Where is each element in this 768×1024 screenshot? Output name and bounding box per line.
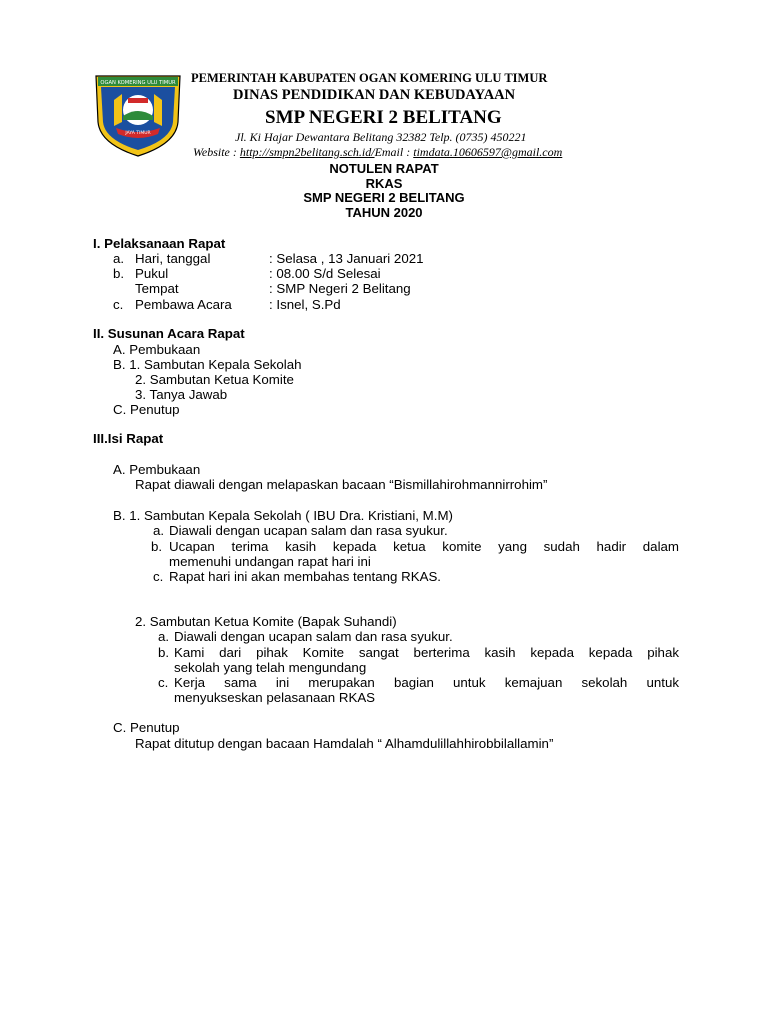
doc-title: NOTULEN RAPAT	[329, 161, 439, 176]
s3-b2-marker-b: b.	[158, 645, 170, 660]
s3-b1-text-c: Rapat hari ini akan membahas tentang RKAS.	[169, 569, 442, 584]
s1-value-mc: : Isnel, S.Pd	[269, 297, 341, 312]
website-label: Website :	[193, 145, 240, 159]
s3-b1-text-b: Ucapan terima kasih kepada ketua komite yang sudah hadir dalam	[169, 539, 679, 554]
s1-value-place: : SMP Negeri 2 Belitang	[269, 281, 411, 296]
s1-label-place: Tempat	[135, 281, 179, 296]
s3-b1-text-a: Diawali dengan ucapan salam dan rasa syukur.	[169, 523, 448, 538]
s1-label-mc: Pembawa Acara	[135, 297, 232, 312]
s1-marker-b: b.	[113, 266, 125, 281]
s1-marker-c: c.	[113, 297, 124, 312]
s3-b2-text-b: Kami dari pihak Komite sangat berterima kasih kepada kepada pihak	[174, 645, 679, 660]
s3-b1-title: B. 1. Sambutan Kepala Sekolah ( IBU Dra. Kristiani, M.M)	[113, 508, 453, 523]
section3-heading: III.Isi Rapat	[93, 431, 164, 446]
header-dept: DINAS PENDIDIKAN DAN KEBUDAYAAN	[233, 87, 516, 103]
s1-value-time: : 08.00 S/d Selesai	[269, 266, 381, 281]
s3-c-text: Rapat ditutup dengan bacaan Hamdalah “ Alhamdulillahhirobbilallamin”	[135, 736, 554, 751]
header-contact	[193, 145, 562, 160]
s2-item-b3: 3. Tanya Jawab	[135, 387, 228, 402]
section1-heading: I. Pelaksanaan Rapat	[93, 236, 226, 251]
header-address: Jl. Ki Hajar Dewantara Belitang 32382 Telp. (0735) 450221	[235, 130, 527, 144]
email-link[interactable]: timdata.10606597@gmail.com	[413, 145, 563, 159]
s1-label-time: Pukul	[135, 266, 169, 281]
s3-b2-text-c: Kerja sama ini merupakan bagian untuk kemajuan sekolah untuk	[174, 675, 679, 690]
doc-subtitle-year: TAHUN 2020	[345, 205, 423, 220]
logo-text-bottom: JAYA TIMUR	[125, 131, 151, 136]
regency-logo	[92, 70, 184, 158]
email-label: Email :	[374, 145, 414, 159]
website-link[interactable]: http://smpn2belitang.sch.id/	[239, 145, 375, 159]
s3-b1-marker-b: b.	[151, 539, 163, 554]
doc-subtitle-school: SMP NEGERI 2 BELITANG	[303, 190, 465, 205]
section2-heading: II. Susunan Acara Rapat	[93, 326, 245, 341]
s1-value-date: : Selasa , 13 Januari 2021	[269, 251, 424, 266]
s3-b2-marker-a: a.	[158, 629, 170, 644]
s1-marker-a: a.	[113, 251, 125, 266]
s3-c-title: C. Penutup	[113, 720, 180, 735]
s3-b2-text-c-cont: menyukseskan pelasanaan RKAS	[174, 690, 376, 705]
s2-item-a: A. Pembukaan	[113, 342, 201, 357]
s3-a-title: A. Pembukaan	[113, 462, 201, 477]
logo-text-top: OGAN KOMERING ULU TIMUR	[100, 80, 176, 86]
header-school: SMP NEGERI 2 BELITANG	[265, 107, 502, 128]
s3-b2-text-b-cont: sekolah yang telah mengundang	[174, 660, 367, 675]
header-gov: PEMERINTAH KABUPATEN OGAN KOMERING ULU TIMUR	[191, 71, 548, 85]
s3-b2-marker-c: c.	[158, 675, 169, 690]
s1-label-date: Hari, tanggal	[135, 251, 211, 266]
s2-item-b1: B. 1. Sambutan Kepala Sekolah	[113, 357, 302, 372]
doc-subtitle-rkas: RKAS	[365, 176, 403, 191]
s3-b1-marker-a: a.	[153, 523, 165, 538]
s3-b1-text-b-cont: memenuhi undangan rapat hari ini	[169, 554, 371, 569]
s2-item-c: C. Penutup	[113, 402, 180, 417]
s3-b2-title: 2. Sambutan Ketua Komite (Bapak Suhandi)	[135, 614, 397, 629]
s3-a-text: Rapat diawali dengan melapaskan bacaan “Bismillahirohmannirrohim”	[135, 477, 548, 492]
s2-item-b2: 2. Sambutan Ketua Komite	[135, 372, 294, 387]
s3-b1-marker-c: c.	[153, 569, 164, 584]
s3-b2-text-a: Diawali dengan ucapan salam dan rasa syukur.	[174, 629, 453, 644]
